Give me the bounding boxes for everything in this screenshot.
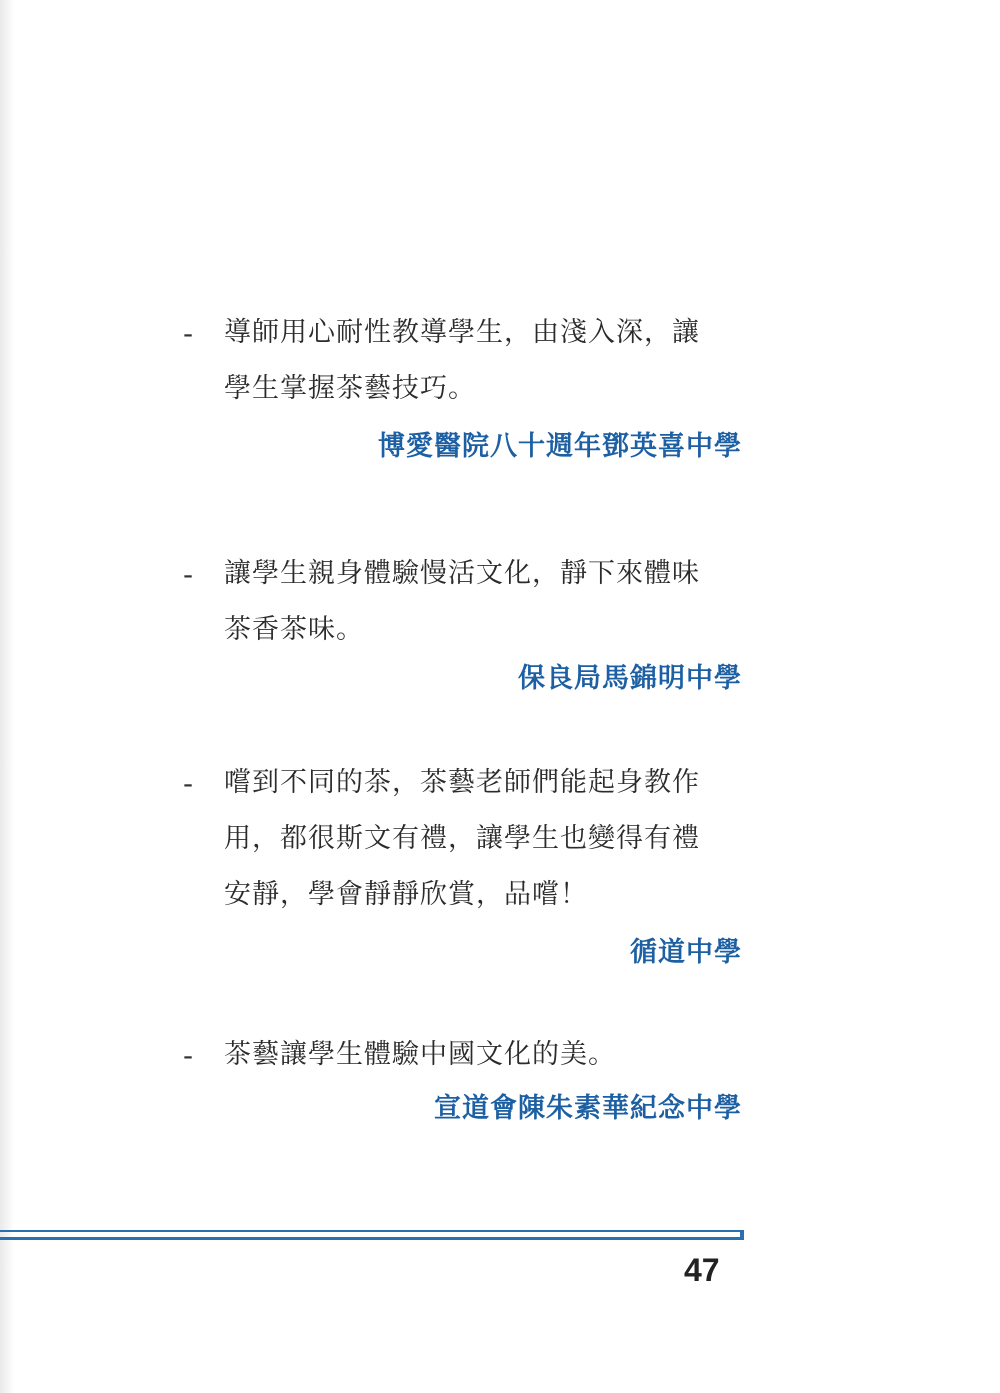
quote-line: 學生掌握茶藝技巧。: [224, 373, 476, 404]
quote-line: 茶藝讓學生體驗中國文化的美。: [224, 1039, 616, 1070]
bullet-dash: -: [183, 1039, 194, 1072]
binding-shadow: [0, 0, 14, 1393]
quote-line: 嚐到不同的茶，茶藝老師們能起身教作: [224, 767, 700, 798]
page-number: 47: [684, 1252, 720, 1288]
school-name: 保良局馬錦明中學: [518, 663, 742, 694]
quote-text: [224, 755, 754, 923]
quote-text: [224, 546, 754, 658]
quote-text: [224, 1027, 754, 1083]
footer-rule-cap: [740, 1230, 744, 1240]
school-name: 循道中學: [630, 937, 742, 968]
school-name: 宣道會陳朱素華紀念中學: [434, 1093, 742, 1124]
bullet-dash: -: [183, 558, 194, 591]
quote-line: 讓學生親身體驗慢活文化，靜下來體味: [224, 558, 700, 589]
school-name: 博愛醫院八十週年鄧英喜中學: [378, 431, 742, 462]
bullet-dash: -: [183, 767, 194, 800]
quote-line: 安靜，學會靜靜欣賞，品嚐！: [224, 879, 588, 910]
footer-rule-top: [0, 1230, 744, 1232]
quote-line: 茶香茶味。: [224, 614, 364, 645]
bullet-dash: -: [183, 317, 194, 350]
quote-text: [224, 305, 754, 417]
quote-line: 導師用心耐性教導學生，由淺入深，讓: [224, 317, 700, 348]
quote-line: 用，都很斯文有禮，讓學生也變得有禮: [224, 823, 700, 854]
footer-rule-bottom: [0, 1237, 744, 1240]
